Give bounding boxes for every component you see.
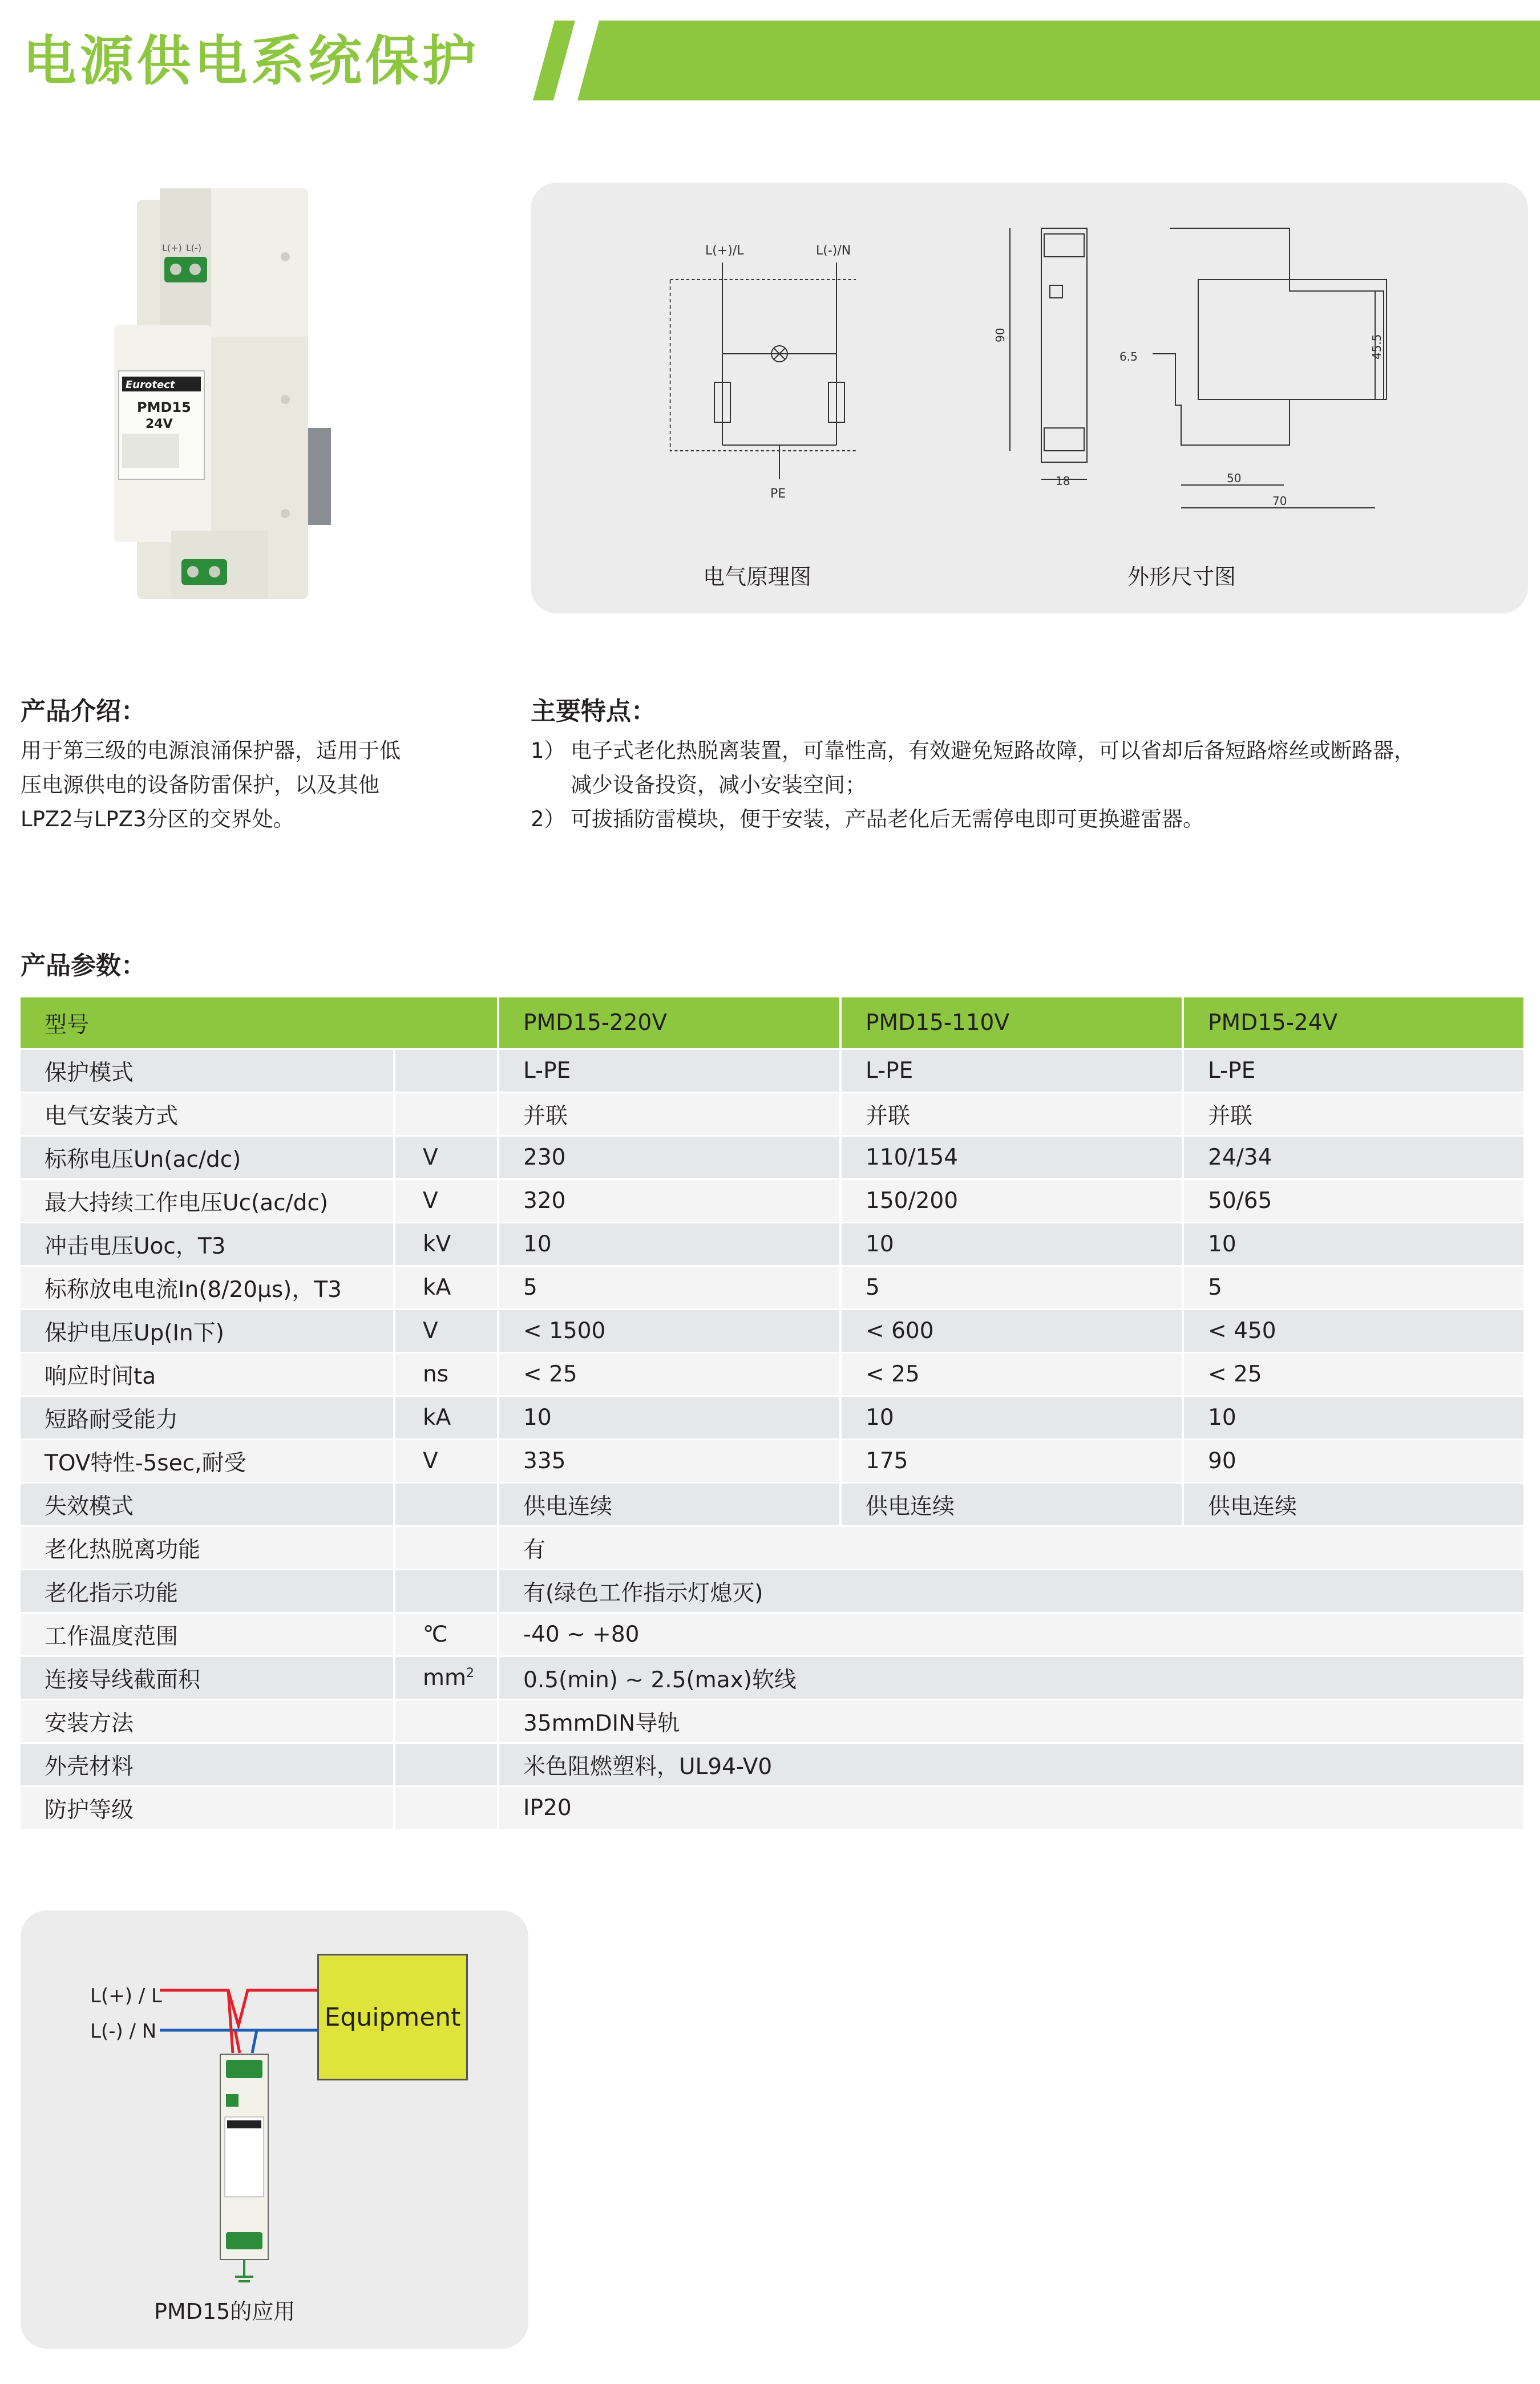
application-caption: PMD15的应用 <box>154 2299 296 2324</box>
equipment-box: Equipment <box>317 1954 468 2080</box>
table-row: 外壳材料 米色阻燃塑料，UL94-V0 <box>21 1744 1526 1787</box>
table-row: 标称电压Un(ac/dc) V 230 110/154 24/34 <box>21 1137 1526 1180</box>
table-row: 最大持续工作电压Uc(ac/dc) V 320 150/200 50/65 <box>21 1180 1526 1223</box>
table-row: 冲击电压Uoc，T3 kV 10 10 10 <box>21 1223 1526 1267</box>
features-heading: 主要特点： <box>531 697 656 726</box>
header-model: PMD15-220V <box>499 997 842 1050</box>
photo-model: PMD15 <box>137 399 191 415</box>
product-photo <box>114 188 354 611</box>
feature-item-cont: 减少设备投资，减小安装空间； <box>571 773 866 797</box>
line-l-label: L(+) / L <box>90 1985 162 2007</box>
dim-70: 70 <box>1272 494 1287 508</box>
table-row: 保护电压Up(In下) V < 1500 < 600 < 450 <box>21 1310 1526 1353</box>
table-row: 响应时间ta ns < 25 < 25 < 25 <box>21 1353 1526 1397</box>
schematic-label-right: L(-)/N <box>816 244 851 258</box>
line-n-label: L(-) / N <box>90 2020 157 2043</box>
header-model: PMD15-24V <box>1184 997 1526 1050</box>
table-row: 老化指示功能 有(绿色工作指示灯熄灭) <box>21 1570 1526 1614</box>
page-title: 电源供电系统保护 <box>23 30 480 92</box>
params-heading: 产品参数： <box>21 951 146 980</box>
features-list <box>531 734 1523 837</box>
table-row: 标称放电电流In(8/20μs)，T3 kA 5 5 5 <box>21 1267 1526 1310</box>
table-row: 安装方法 35mmDIN导轨 <box>21 1700 1526 1744</box>
header-accent-bar <box>531 21 1540 100</box>
intro-text <box>21 734 500 837</box>
dim-width: 18 <box>1056 474 1070 488</box>
table-row: 失效模式 供电连续 供电连续 供电连续 <box>21 1484 1526 1527</box>
photo-terminal-n: L(-) <box>186 243 202 253</box>
table-row: 短路耐受能力 kA 10 10 10 <box>21 1397 1526 1440</box>
intro-line: 压电源供电的设备防雷保护，以及其他 <box>21 773 379 797</box>
schematic-label-left: L(+)/L <box>705 244 744 258</box>
dim-depth: 45.5 <box>1370 334 1384 359</box>
application-diagram <box>86 1969 325 2288</box>
table-row: TOV特性-5sec,耐受 V 335 175 90 <box>21 1440 1526 1484</box>
photo-voltage: 24V <box>145 417 173 431</box>
feature-item: 2） 可拔插防雷模块，便于安装，产品老化后无需停电即可更换避雷器。 <box>531 807 1204 831</box>
schematic-caption: 电气原理图 <box>703 564 812 589</box>
params-table <box>21 997 1526 1831</box>
schematic-label-pe: PE <box>770 487 786 501</box>
table-row: 电气安装方式 并联 并联 并联 <box>21 1093 1526 1137</box>
header-model: PMD15-110V <box>842 997 1184 1050</box>
table-row: 保护模式 L-PE L-PE L-PE <box>21 1050 1526 1093</box>
photo-terminal-l: L(+) <box>162 243 182 253</box>
intro-line: 用于第三级的电源浪涌保护器，适用于低 <box>21 738 401 763</box>
intro-heading: 产品介绍： <box>21 697 146 726</box>
dimension-caption: 外形尺寸图 <box>1127 564 1236 589</box>
feature-item: 1） 电子式老化热脱离装置，可靠性高，有效避免短路故障，可以省却后备短路熔丝或断路器， <box>531 738 1415 763</box>
photo-brand: Eurotect <box>126 379 175 391</box>
dimension-drawing <box>970 217 1409 525</box>
schematic-diagram <box>668 240 856 508</box>
table-row: 老化热脱离功能 有 <box>21 1527 1526 1570</box>
dim-offset: 6.5 <box>1119 350 1138 363</box>
table-row: 工作温度范围 ℃ -40 ~ +80 <box>21 1614 1526 1657</box>
table-row: 连接导线截面积 $mm^2$ 0.5(min) ~ 2.5(max)软线 <box>21 1657 1526 1700</box>
dim-height: 90 <box>993 328 1007 342</box>
table-row: 防护等级 IP20 <box>21 1787 1526 1831</box>
dim-50: 50 <box>1227 471 1242 485</box>
table-header-row <box>21 997 1526 1050</box>
header-name: 型号 <box>21 997 499 1050</box>
intro-line: LPZ2与LPZ3分区的交界处。 <box>21 807 294 831</box>
